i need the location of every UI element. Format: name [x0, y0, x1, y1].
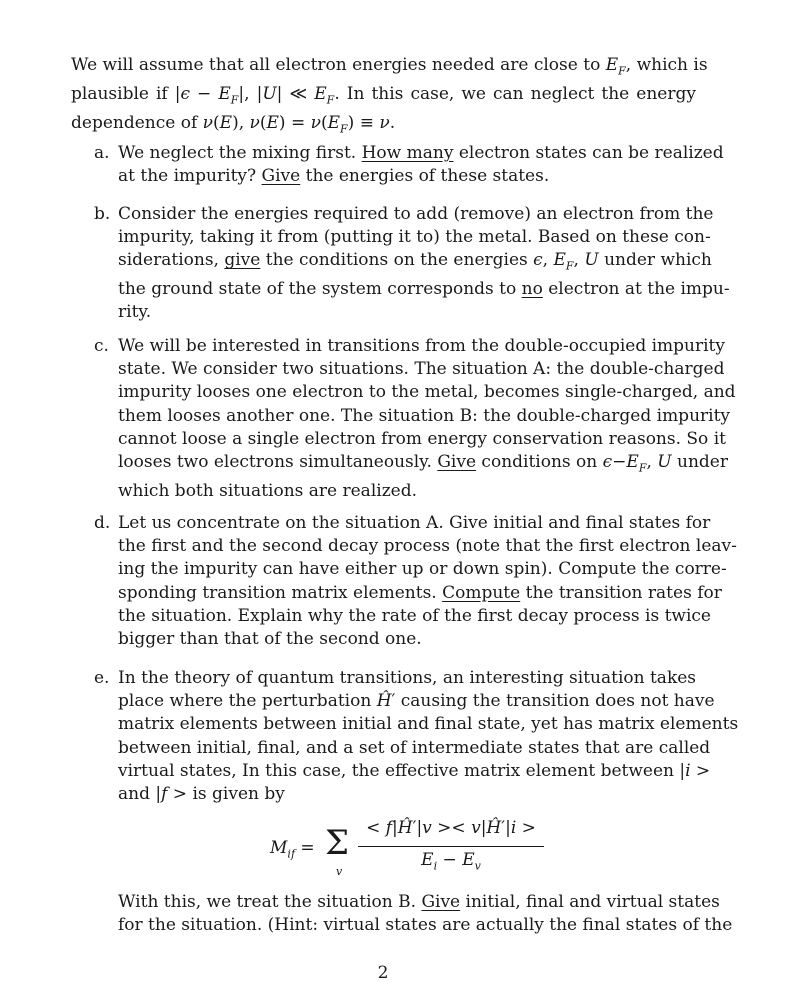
item-b-line-4: the ground state of the system corresponds to no electron at the impu-	[118, 279, 730, 299]
item-body	[118, 512, 737, 651]
item-d-line-2: the first and the second decay process (note that the first electron leav-	[118, 536, 737, 557]
item-d-line-6: bigger than that of the second one.	[118, 629, 422, 650]
summation-index: v	[336, 865, 343, 878]
item-label: c.	[94, 336, 109, 356]
item-b-line-3: siderations, give the conditions on the energies ϵ, $E_F$, U under which	[118, 250, 712, 273]
item-c-line-6: looses two electrons simultaneously. Give conditions on $\epsilon-E_F$, U under	[118, 452, 728, 475]
item-e-line-6: and |f > is given by	[118, 784, 285, 805]
item-c-line-7: which both situations are realized.	[118, 480, 417, 501]
item-label: a.	[94, 143, 110, 163]
item-e-line-4: between initial, final, and a set of intermediate states that are called	[118, 737, 711, 758]
item-c-line-4: them looses another one. The situation B: the double-charged impurity	[118, 405, 731, 426]
item-b-line-1: Consider the energies required to add (remove) an electron from the	[118, 204, 714, 224]
item-e-line-2: place where the perturbation Ĥ′ causing the transition does not have	[118, 691, 715, 712]
item-body	[118, 335, 736, 503]
item-c-line-5: cannot loose a single electron from energy conservation reasons. So it	[118, 428, 726, 449]
item-c-line-2: state. We consider two situations. The situation A: the double-charged	[118, 359, 725, 380]
item-body	[118, 203, 730, 324]
page-number: 2	[377, 963, 389, 983]
item-d-line-4: sponding transition matrix elements. Compute the transition rates for	[118, 582, 722, 603]
item-c-line-1: We will be interested in transitions from the double-occupied impurity	[118, 336, 725, 356]
item-e-line-3: matrix elements between initial and final state, yet has matrix elements	[118, 714, 739, 735]
item-label: e.	[94, 668, 110, 688]
item-c-line-3: impurity looses one electron to the metal, becomes single-charged, and	[118, 382, 736, 403]
item-e-after-line-1: With this, we treat the situation B. Give initial, final and virtual states	[118, 892, 720, 912]
summation-symbol: Σ	[325, 823, 350, 863]
item-a-line-2: at the impurity? Give the energies of these states.	[118, 166, 550, 187]
item-body	[118, 667, 739, 806]
item-e-line-5: virtual states, In this case, the effective matrix element between |i >	[118, 760, 711, 781]
item-a-line-1: We neglect the mixing first. How many electron states can be realized	[118, 143, 724, 163]
item-label: b.	[94, 204, 111, 224]
item-d-line-5: the situation. Explain why the rate of the first decay process is twice	[118, 605, 711, 626]
intro-line-3: dependence of ν(E), $\nu(E) = \nu(E_F) \equiv \nu$.	[71, 112, 396, 136]
item-b-line-2: impurity, taking it from (putting it to) the metal. Based on these con-	[118, 227, 711, 248]
item-d-line-3: ing the impurity can have either up or down spin). Compute the corre-	[118, 559, 727, 580]
equation-denominator: $E_i - E_v$	[421, 850, 481, 873]
intro-line-1: We will assume that all electron energies needed are close to $E_F$, which is	[71, 55, 708, 78]
item-label: d.	[94, 513, 111, 533]
equation-numerator: < f|Ĥ′|v >< v|Ĥ′|i >	[366, 818, 536, 838]
item-body	[118, 142, 724, 188]
item-e-line-1: In the theory of quantum transitions, an interesting situation takes	[118, 668, 697, 688]
intro-paragraph	[71, 54, 708, 141]
item-d-line-1: Let us concentrate on the situation A. Give initial and final states for	[118, 513, 711, 533]
item-b-line-5: rity.	[118, 302, 152, 323]
item-body	[118, 891, 733, 937]
item-e-after-line-2: for the situation. (Hint: virtual states are actually the final states of the	[118, 915, 733, 936]
fraction-bar	[358, 846, 544, 847]
matrix-element-equation	[270, 818, 560, 884]
equation-lhs: $M_{if}$ =	[270, 838, 315, 861]
intro-line-2: plausible if $|\epsilon - E_F|$, |U| ≪ $E_F$. In this case, we can neglect the energy	[71, 83, 696, 107]
